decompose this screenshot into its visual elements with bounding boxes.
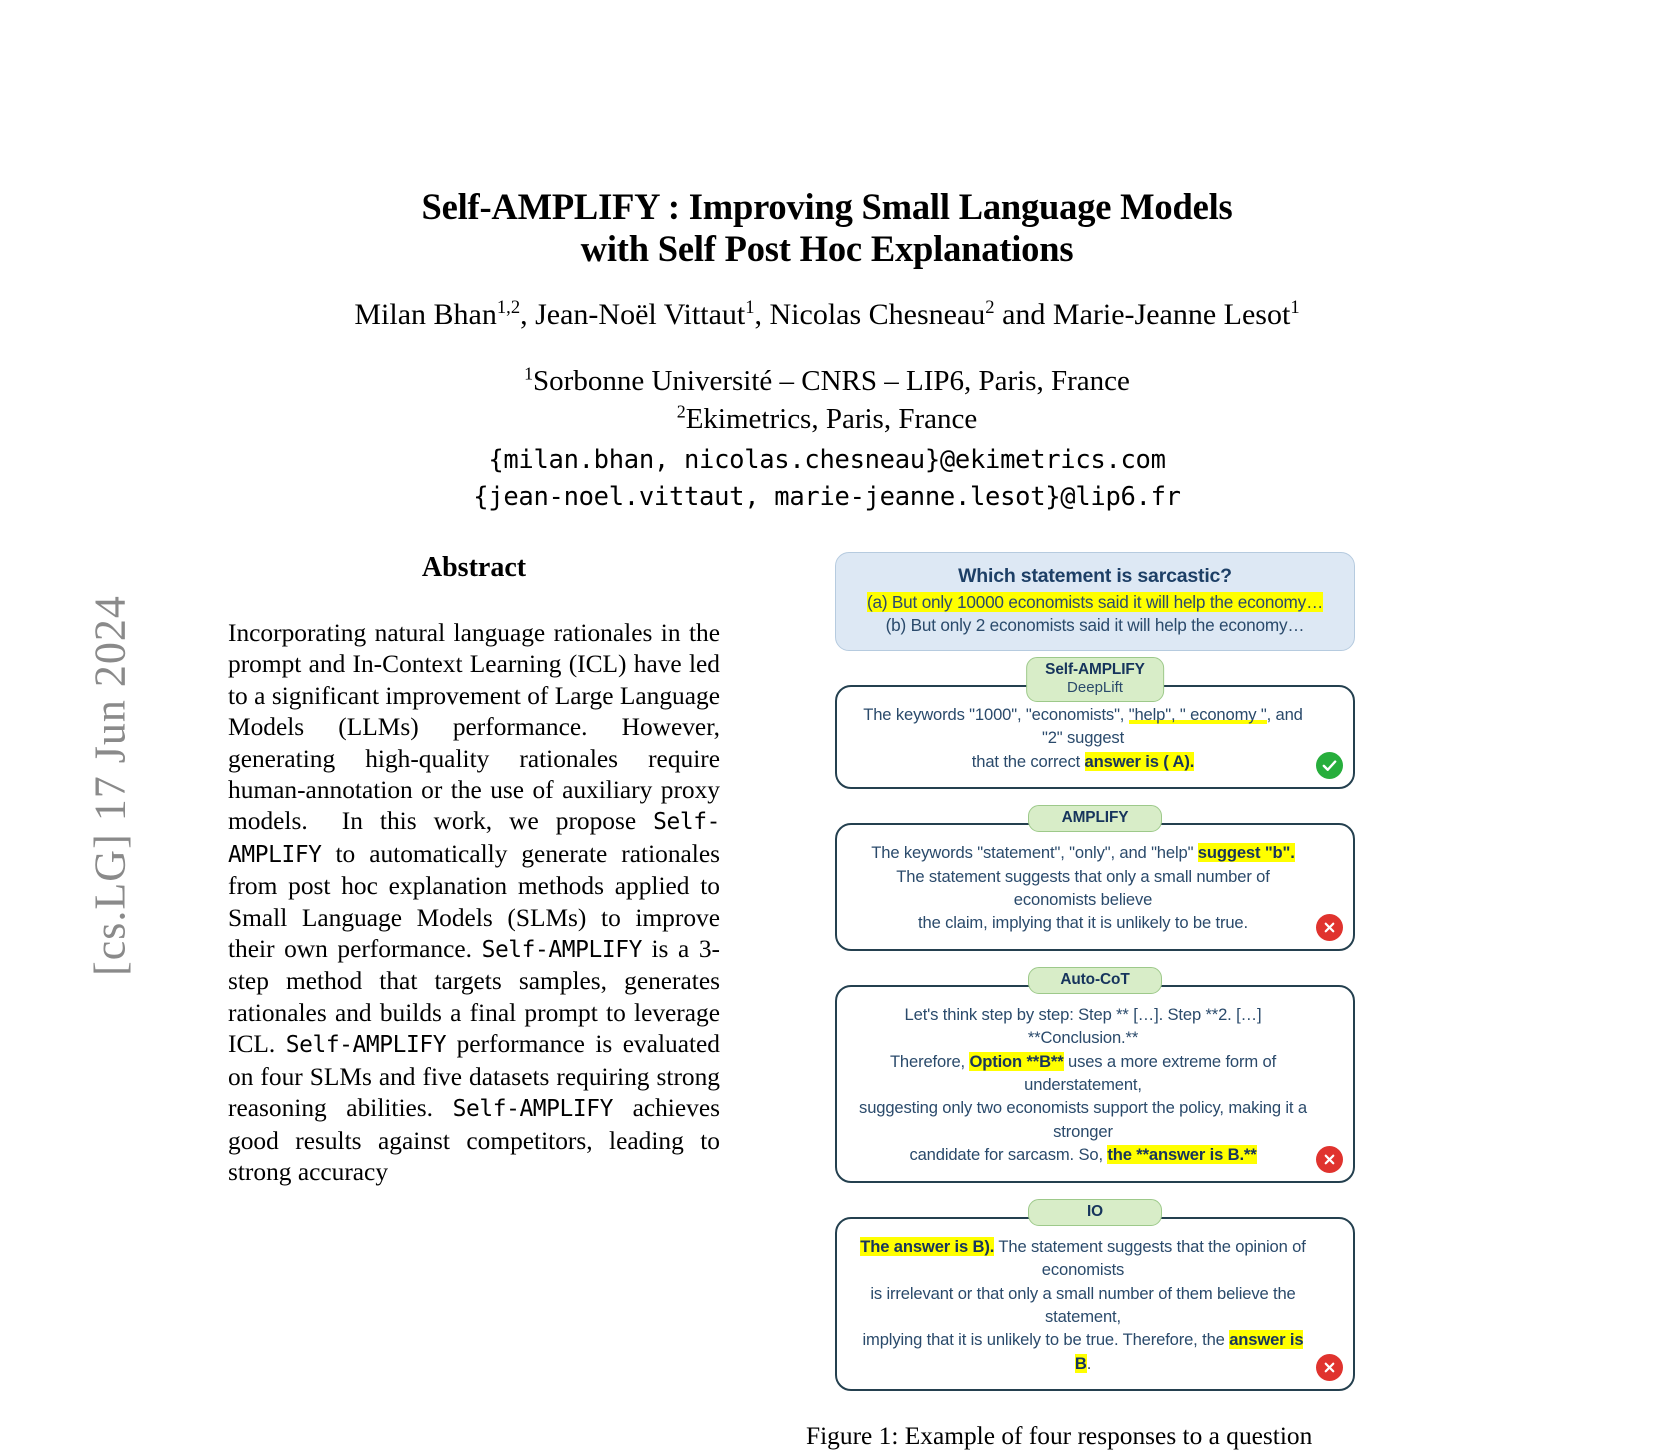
email-line-1: {milan.bhan, nicolas.chesneau}@ekimetrics.com [488, 445, 1166, 475]
am-highlight-suggest: suggest "b". [1197, 843, 1295, 863]
author-separator-2: , [754, 298, 770, 331]
title-line-2: with Self Post Hoc Explanations [580, 228, 1074, 269]
abstract-term-self-amplify-4: Self-AMPLIFY [452, 1096, 613, 1123]
abstract-sentence-2: In this work, we propose [341, 807, 654, 836]
method-name-self-amplify: Self-AMPLIFY [1045, 661, 1145, 678]
abstract-heading: Abstract [421, 552, 527, 583]
method-label-io [1028, 1199, 1162, 1226]
author-affil-marker-1: 1,2 [496, 297, 521, 318]
io-seg-3: implying that it is unlikely to be true. Therefore, the [862, 1330, 1230, 1350]
ac-seg-1: Let's think step by step: Step ** […]. Step **2. […] **Conclusion.** [904, 1004, 1262, 1048]
paper-header [0, 0, 1654, 516]
ac-seg-2: Therefore, [889, 1051, 970, 1071]
author-affil-marker-4: 1 [1290, 297, 1300, 318]
io-highlight-answer-lead: The answer is B). [860, 1236, 995, 1256]
author-name-1: Milan Bhan [354, 298, 497, 331]
affiliation-marker-2: 2 [676, 401, 686, 422]
method-label-auto-cot [1028, 967, 1162, 994]
question-panel [835, 552, 1355, 651]
email-block [0, 442, 1654, 516]
abstract-term-self-amplify-3: Self-AMPLIFY [285, 1032, 447, 1059]
io-seg-2: is irrelevant or that only a small number of them believe the statement, [870, 1283, 1296, 1326]
affiliation-marker-1: 1 [524, 363, 534, 384]
check-circle-icon [1316, 752, 1343, 779]
response-text-amplify [853, 841, 1313, 935]
question-option-b: (b) But only 2 economists said it will help the economy… [885, 615, 1305, 635]
io-seg-1: The statement suggests that the opinion of economists [994, 1236, 1306, 1280]
sa-highlight-answer: answer is ( A). [1084, 751, 1195, 771]
method-name-io: IO [1086, 1202, 1104, 1220]
author-separator-3: and [994, 298, 1053, 331]
figure-column [806, 552, 1390, 1453]
figure-caption: Figure 1: Example of four responses to a question [806, 1422, 1313, 1451]
method-name-amplify: AMPLIFY [1061, 809, 1129, 827]
response-text-io [853, 1235, 1313, 1375]
response-card-self-amplify [835, 661, 1355, 789]
ac-seg-3: uses a more extreme form of understatement, [1024, 1051, 1277, 1095]
author-name-4: Marie-Jeanne Lesot [1052, 298, 1291, 331]
ac-seg-4: suggesting only two economists support the policy, making it a stronger [859, 1098, 1307, 1141]
author-list [0, 298, 1654, 332]
ac-highlight-option-b: Option **B** [969, 1051, 1064, 1071]
abstract-sentence-4: is a 3-step method that targets samples, generates rationales and builds a final prompt to leverage ICL. [228, 935, 720, 1059]
sa-seg-2: , and "2" suggest [1041, 705, 1303, 748]
x-circle-icon [1316, 914, 1343, 941]
method-label-self-amplify [1026, 657, 1164, 702]
sa-seg-1: The keywords "1000", "economists", [863, 705, 1129, 724]
response-card-auto-cot [835, 970, 1355, 1183]
page-title [0, 186, 1654, 270]
x-circle-icon [1316, 1146, 1343, 1173]
io-seg-4: . [1086, 1353, 1092, 1373]
abstract-term-self-amplify-1: Self-AMPLIFY [228, 809, 720, 868]
sa-seg-3: that the correct [971, 751, 1085, 771]
am-seg-2: The statement suggests that only a small number of economists believe [896, 866, 1270, 910]
affiliation-1-text: Sorbonne Université – CNRS – LIP6, Paris, France [533, 365, 1130, 397]
abstract-sentence-5: performance is evaluated on four SLMs and five datasets requiring strong reasoning abilities. [228, 1030, 720, 1123]
title-line-1: Self-AMPLIFY : Improving Small Language Models [421, 186, 1233, 227]
abstract-column [228, 552, 720, 1188]
affiliation-2-text: Ekimetrics, Paris, France [685, 403, 978, 435]
arxiv-stamp: [cs.LG] 17 Jun 2024 [85, 595, 135, 976]
am-seg-1: The keywords "statement", "only", and "help" [871, 843, 1198, 863]
io-highlight-answer: answer is B [1074, 1330, 1304, 1373]
response-text-auto-cot [853, 1003, 1313, 1167]
author-name-2: Jean-Noël Vittaut [535, 298, 746, 331]
question-option-a-text: (a) But only 10000 economists said it will help the economy… [866, 592, 1324, 612]
affiliation-2 [0, 400, 1654, 438]
author-separator-1: , [520, 298, 536, 331]
sa-highlight-keywords: "help", " economy " [1128, 705, 1267, 724]
method-name-auto-cot: Auto-CoT [1060, 970, 1130, 988]
ac-seg-5: candidate for sarcasm. So, [909, 1145, 1108, 1165]
affiliation-block [0, 362, 1654, 438]
response-card-io [835, 1202, 1355, 1391]
abstract-body [228, 618, 720, 1188]
method-label-amplify [1028, 805, 1162, 832]
author-name-3: Nicolas Chesneau [769, 298, 986, 331]
am-seg-3: the claim, implying that it is unlikely to be true. [918, 913, 1248, 933]
affiliation-1 [0, 362, 1654, 400]
email-line-2: {jean-noel.vittaut, marie-jeanne.lesot}@lip6.fr [473, 482, 1181, 512]
abstract-sentence-3: to automatically generate rationales from post hoc explanation methods applied to Small Language Models (SLMs) to improve their own performance. [228, 839, 720, 964]
response-card-amplify [835, 809, 1355, 951]
author-affil-marker-3: 2 [985, 297, 995, 318]
question-option-a [850, 591, 1340, 614]
abstract-term-self-amplify-2: Self-AMPLIFY [481, 937, 642, 964]
method-sub-deeplift: DeepLift [1067, 679, 1123, 696]
x-circle-icon [1316, 1354, 1343, 1381]
abstract-sentence-6: achieves good results against competitors, leading to strong accuracy [228, 1094, 720, 1186]
response-text-self-amplify [853, 703, 1313, 773]
author-affil-marker-2: 1 [745, 297, 755, 318]
ac-highlight-answer: the **answer is B.** [1107, 1145, 1257, 1165]
abstract-sentence-1: Incorporating natural language rationales in the prompt and In-Context Learning (ICL) have led to a significant improvement of Large Language Models (LLMs) performance. However, generating high-quality rationales require human-annotation or the use of auxiliary proxy models. [228, 619, 720, 836]
question-title: Which statement is sarcastic? [958, 565, 1232, 587]
